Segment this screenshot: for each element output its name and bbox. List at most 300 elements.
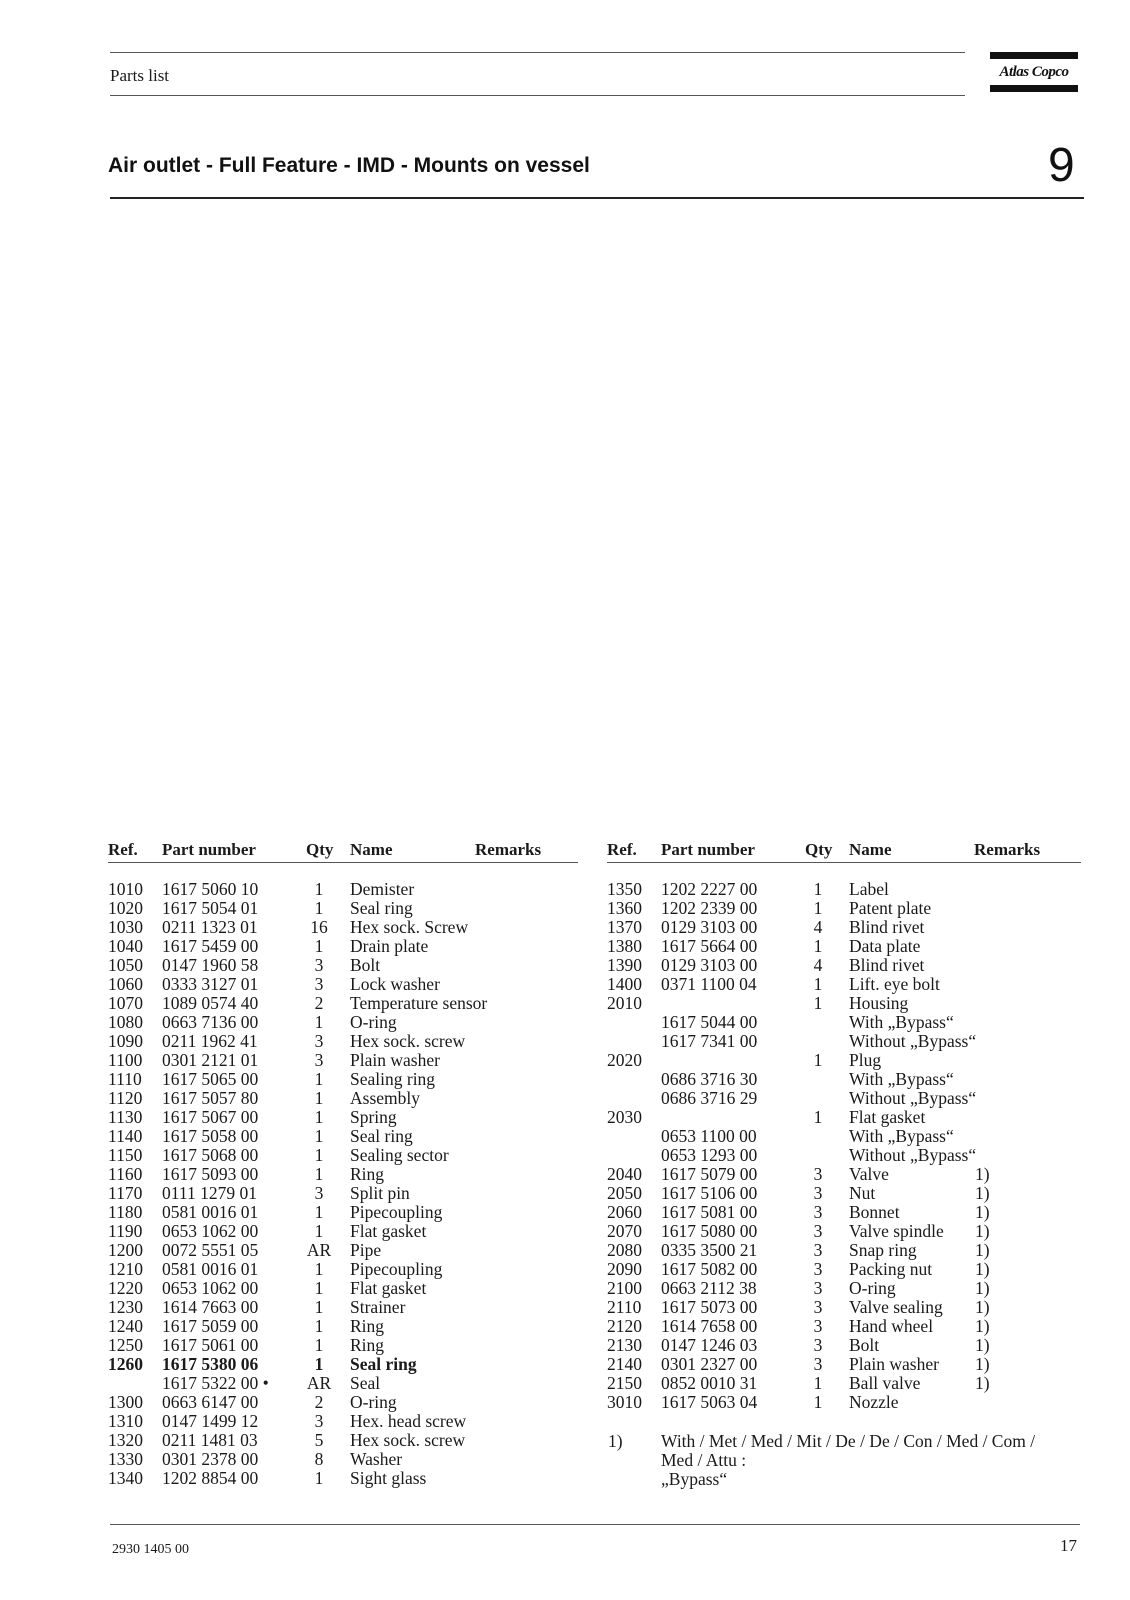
ref-cell: 2100: [607, 1278, 642, 1298]
ref-cell: 1390: [607, 955, 642, 975]
part-number-cell: 1617 5060 10: [162, 879, 259, 899]
table-row: [108, 1184, 588, 1203]
table-row: [607, 918, 1087, 937]
ref-cell: 2140: [607, 1354, 642, 1374]
name-cell: Blind rivet: [849, 917, 925, 937]
part-number-cell: 0301 2327 00: [661, 1354, 758, 1374]
page-title: Air outlet - Full Feature - IMD - Mounts on vessel: [108, 154, 590, 177]
ref-cell: 1360: [607, 898, 642, 918]
ref-cell: 1080: [108, 1012, 143, 1032]
name-cell: Packing nut: [849, 1259, 933, 1279]
qty-cell: 1: [813, 879, 823, 899]
table-row: [607, 1374, 1087, 1393]
part-number-cell: 0653 1062 00: [162, 1221, 259, 1241]
part-number-cell: 0663 6147 00: [162, 1392, 259, 1412]
part-number-cell: 0686 3716 29: [661, 1088, 758, 1108]
ref-cell: 1170: [108, 1183, 143, 1203]
qty-cell: 1: [813, 1050, 823, 1070]
ref-cell: 1260: [108, 1354, 143, 1374]
name-cell: Assembly: [350, 1088, 420, 1108]
logo-wordmark: Atlas Copco: [999, 64, 1069, 80]
left-header-remarks: Remarks: [475, 840, 542, 859]
ref-cell: 2030: [607, 1107, 642, 1127]
table-row: [108, 1222, 588, 1241]
ref-cell: 2050: [607, 1183, 642, 1203]
right-header-remarks: Remarks: [974, 840, 1041, 859]
name-cell: Valve spindle: [849, 1221, 944, 1241]
left-header-qty: Qty: [306, 840, 334, 859]
remark-cell: 1): [975, 1183, 990, 1203]
table-row: [607, 1070, 1087, 1089]
name-cell: Lift. eye bolt: [849, 974, 940, 994]
part-number-cell: 0111 1279 01: [162, 1183, 257, 1203]
ref-cell: 2040: [607, 1164, 642, 1184]
qty-cell: 3: [314, 974, 324, 994]
part-number-cell: 1617 5068 00: [162, 1145, 259, 1165]
table-row: [108, 1032, 588, 1051]
ref-cell: 1400: [607, 974, 642, 994]
part-number-cell: 0663 7136 00: [162, 1012, 259, 1032]
qty-cell: 1: [314, 898, 324, 918]
table-row: [607, 1279, 1087, 1298]
table-row: [607, 1032, 1087, 1051]
table-row: [607, 1393, 1087, 1412]
table-row: [108, 1108, 588, 1127]
part-number-cell: 0581 0016 01: [162, 1259, 259, 1279]
table-row: [108, 1165, 588, 1184]
ref-cell: 1140: [108, 1126, 143, 1146]
table-row: [607, 1222, 1087, 1241]
qty-cell: 3: [314, 1050, 324, 1070]
qty-cell: 1: [314, 1202, 324, 1222]
left-header-ref: Ref.: [108, 840, 138, 859]
part-number-cell: 1614 7658 00: [661, 1316, 758, 1336]
right-header-name: Name: [849, 840, 892, 859]
footnote-line-3: „Bypass“: [661, 1469, 728, 1489]
remark-cell: 1): [975, 1316, 990, 1336]
part-number-cell: 1617 5322 00 •: [162, 1373, 269, 1393]
ref-cell: 1230: [108, 1297, 143, 1317]
part-number-cell: 1617 5057 80: [162, 1088, 259, 1108]
part-number-cell: 0211 1481 03: [162, 1430, 258, 1450]
part-number-cell: 0653 1293 00: [661, 1145, 758, 1165]
qty-cell: 1: [314, 1335, 324, 1355]
name-cell: Without „Bypass“: [849, 1031, 977, 1051]
name-cell: Valve: [849, 1164, 889, 1184]
left-header-rule: [108, 862, 578, 863]
qty-cell: 1: [314, 1468, 324, 1488]
ref-cell: 1020: [108, 898, 143, 918]
part-number-cell: 1617 5380 06: [162, 1354, 259, 1374]
part-number-cell: 1617 5081 00: [661, 1202, 758, 1222]
remark-cell: 1): [975, 1335, 990, 1355]
qty-cell: 3: [813, 1354, 823, 1374]
title-rule: [110, 197, 1084, 199]
table-row: [108, 975, 588, 994]
name-cell: O-ring: [350, 1392, 397, 1412]
table-row: [108, 994, 588, 1013]
name-cell: Flat gasket: [849, 1107, 926, 1127]
qty-cell: 1: [314, 1164, 324, 1184]
ref-cell: 2150: [607, 1373, 642, 1393]
table-row: [607, 1203, 1087, 1222]
right-header-ref: Ref.: [607, 840, 637, 859]
part-number-cell: 1617 5067 00: [162, 1107, 259, 1127]
ref-cell: 1310: [108, 1411, 143, 1431]
atlas-copco-logo: [990, 52, 1078, 94]
table-row: [108, 1146, 588, 1165]
name-cell: Drain plate: [350, 936, 429, 956]
qty-cell: 1: [314, 1107, 324, 1127]
remark-cell: 1): [975, 1202, 990, 1222]
name-cell: Pipe: [350, 1240, 382, 1260]
part-number-cell: 0301 2121 01: [162, 1050, 259, 1070]
ref-cell: 1030: [108, 917, 143, 937]
table-row: [607, 1317, 1087, 1336]
part-number-cell: 0072 5551 05: [162, 1240, 259, 1260]
table-row: [607, 1184, 1087, 1203]
header-bottom-rule: [110, 95, 965, 96]
ref-cell: 1190: [108, 1221, 143, 1241]
table-row: [108, 937, 588, 956]
section-number: 9: [1048, 139, 1075, 192]
ref-cell: 1200: [108, 1240, 143, 1260]
qty-cell: 2: [314, 1392, 324, 1412]
table-row: [108, 1070, 588, 1089]
ref-cell: 2060: [607, 1202, 642, 1222]
name-cell: Flat gasket: [350, 1221, 427, 1241]
right-header-part-number: Part number: [661, 840, 755, 859]
part-number-cell: 1617 5079 00: [661, 1164, 758, 1184]
qty-cell: 3: [813, 1297, 823, 1317]
qty-cell: 3: [813, 1259, 823, 1279]
part-number-cell: 0211 1323 01: [162, 917, 258, 937]
name-cell: Nozzle: [849, 1392, 899, 1412]
qty-cell: 1: [813, 993, 823, 1013]
table-row: [607, 880, 1087, 899]
name-cell: O-ring: [849, 1278, 896, 1298]
part-number-cell: 0335 3500 21: [661, 1240, 758, 1260]
table-row: [108, 1298, 588, 1317]
table-row: [607, 1089, 1087, 1108]
part-number-cell: 1617 5044 00: [661, 1012, 758, 1032]
part-number-cell: 0663 2112 38: [661, 1278, 757, 1298]
qty-cell: 3: [813, 1202, 823, 1222]
part-number-cell: 1614 7663 00: [162, 1297, 259, 1317]
name-cell: Plain washer: [849, 1354, 939, 1374]
table-row: [607, 956, 1087, 975]
qty-cell: 1: [314, 1297, 324, 1317]
name-cell: Lock washer: [350, 974, 440, 994]
name-cell: Without „Bypass“: [849, 1088, 977, 1108]
name-cell: Spring: [350, 1107, 397, 1127]
ref-cell: 1150: [108, 1145, 143, 1165]
qty-cell: 3: [314, 1031, 324, 1051]
ref-cell: 2070: [607, 1221, 642, 1241]
name-cell: Hand wheel: [849, 1316, 934, 1336]
qty-cell: 1: [813, 1392, 823, 1412]
name-cell: Temperature sensor: [350, 993, 488, 1013]
table-row: [108, 1450, 588, 1469]
qty-cell: 1: [314, 1069, 324, 1089]
part-number-cell: 1202 2339 00: [661, 898, 758, 918]
table-row: [108, 1279, 588, 1298]
qty-cell: AR: [306, 1373, 332, 1393]
ref-cell: 1090: [108, 1031, 143, 1051]
table-row: [607, 937, 1087, 956]
qty-cell: 1: [314, 1088, 324, 1108]
remark-cell: 1): [975, 1297, 990, 1317]
table-row: [108, 956, 588, 975]
footnote-line-2: Med / Attu :: [661, 1450, 747, 1470]
name-cell: Ring: [350, 1316, 385, 1336]
qty-cell: 1: [314, 1278, 324, 1298]
name-cell: Seal ring: [350, 898, 413, 918]
table-row: [607, 994, 1087, 1013]
name-cell: Housing: [849, 993, 909, 1013]
table-row: [108, 880, 588, 899]
name-cell: With „Bypass“: [849, 1069, 954, 1089]
left-header-name: Name: [350, 840, 393, 859]
remark-cell: 1): [975, 1221, 990, 1241]
name-cell: Washer: [350, 1449, 403, 1469]
table-row: [108, 918, 588, 937]
ref-cell: 1330: [108, 1449, 143, 1469]
qty-cell: 3: [314, 1183, 324, 1203]
part-number-cell: 1617 5106 00: [661, 1183, 758, 1203]
name-cell: Sealing sector: [350, 1145, 449, 1165]
qty-cell: 4: [813, 955, 823, 975]
name-cell: Hex sock. screw: [350, 1031, 466, 1051]
qty-cell: 5: [314, 1430, 324, 1450]
qty-cell: 3: [813, 1221, 823, 1241]
name-cell: Plain washer: [350, 1050, 440, 1070]
part-number-cell: 1617 7341 00: [661, 1031, 758, 1051]
ref-cell: 1220: [108, 1278, 143, 1298]
qty-cell: 1: [314, 1221, 324, 1241]
ref-cell: 1180: [108, 1202, 143, 1222]
part-number-cell: 0129 3103 00: [661, 917, 758, 937]
ref-cell: 2080: [607, 1240, 642, 1260]
part-number-cell: 0581 0016 01: [162, 1202, 259, 1222]
table-row: [108, 1127, 588, 1146]
table-row: [108, 1431, 588, 1450]
name-cell: Ring: [350, 1335, 385, 1355]
table-row: [607, 1013, 1087, 1032]
qty-cell: 1: [813, 1107, 823, 1127]
qty-cell: 1: [314, 879, 324, 899]
ref-cell: 1160: [108, 1164, 143, 1184]
header-top-rule: [110, 52, 965, 53]
ref-cell: 1240: [108, 1316, 143, 1336]
qty-cell: 16: [310, 917, 328, 937]
qty-cell: 1: [813, 898, 823, 918]
table-row: [607, 975, 1087, 994]
right-header-rule: [607, 862, 1081, 863]
part-number-cell: 0129 3103 00: [661, 955, 758, 975]
qty-cell: 1: [314, 1012, 324, 1032]
ref-cell: 1340: [108, 1468, 143, 1488]
part-number-cell: 0147 1499 12: [162, 1411, 259, 1431]
part-number-cell: 0301 2378 00: [162, 1449, 259, 1469]
qty-cell: 1: [813, 974, 823, 994]
qty-cell: 3: [314, 1411, 324, 1431]
qty-cell: 4: [813, 917, 823, 937]
table-row: [607, 1108, 1087, 1127]
ref-cell: 1350: [607, 879, 642, 899]
part-number-cell: 1617 5664 00: [661, 936, 758, 956]
name-cell: Seal ring: [350, 1126, 413, 1146]
part-number-cell: 0653 1100 00: [661, 1126, 757, 1146]
document-number: 2930 1405 00: [112, 1542, 189, 1557]
part-number-cell: 1617 5061 00: [162, 1335, 259, 1355]
table-row: [108, 1051, 588, 1070]
table-row: [607, 899, 1087, 918]
ref-cell: 1250: [108, 1335, 143, 1355]
table-row: [607, 1355, 1087, 1374]
name-cell: O-ring: [350, 1012, 397, 1032]
qty-cell: 1: [813, 1373, 823, 1393]
table-row: [108, 899, 588, 918]
ref-cell: 1120: [108, 1088, 143, 1108]
part-number-cell: 1202 2227 00: [661, 879, 758, 899]
name-cell: Ring: [350, 1164, 385, 1184]
part-number-cell: 1617 5054 01: [162, 898, 259, 918]
qty-cell: 1: [314, 1259, 324, 1279]
name-cell: Snap ring: [849, 1240, 917, 1260]
table-row: [607, 1241, 1087, 1260]
qty-cell: 1: [314, 1354, 324, 1374]
name-cell: Patent plate: [849, 898, 932, 918]
table-row: [108, 1089, 588, 1108]
name-cell: Without „Bypass“: [849, 1145, 977, 1165]
ref-cell: 1060: [108, 974, 143, 994]
remark-cell: 1): [975, 1240, 990, 1260]
name-cell: Seal ring: [350, 1354, 417, 1374]
name-cell: Bolt: [849, 1335, 880, 1355]
part-number-cell: 1089 0574 40: [162, 993, 259, 1013]
qty-cell: 8: [314, 1449, 324, 1469]
table-row: [108, 1412, 588, 1431]
qty-cell: 1: [314, 1316, 324, 1336]
name-cell: Hex. head screw: [350, 1411, 467, 1431]
name-cell: With „Bypass“: [849, 1126, 954, 1146]
ref-cell: 1370: [607, 917, 642, 937]
table-row: [108, 1336, 588, 1355]
table-row: [108, 1355, 588, 1374]
name-cell: Valve sealing: [849, 1297, 943, 1317]
part-number-cell: 1617 5059 00: [162, 1316, 259, 1336]
name-cell: Flat gasket: [350, 1278, 427, 1298]
part-number-cell: 0852 0010 31: [661, 1373, 758, 1393]
remark-cell: 1): [975, 1354, 990, 1374]
name-cell: With „Bypass“: [849, 1012, 954, 1032]
qty-cell: 3: [813, 1335, 823, 1355]
ref-cell: 1050: [108, 955, 143, 975]
table-row: [108, 1203, 588, 1222]
ref-cell: 1210: [108, 1259, 143, 1279]
qty-cell: 3: [813, 1183, 823, 1203]
ref-cell: 2010: [607, 993, 642, 1013]
ref-cell: 2020: [607, 1050, 642, 1070]
part-number-cell: 1617 5459 00: [162, 936, 259, 956]
table-row: [108, 1393, 588, 1412]
table-row: [607, 1260, 1087, 1279]
name-cell: Split pin: [350, 1183, 410, 1203]
table-row: [108, 1241, 588, 1260]
ref-cell: 1040: [108, 936, 143, 956]
header-label: Parts list: [110, 66, 170, 85]
name-cell: Plug: [849, 1050, 882, 1070]
remark-cell: 1): [975, 1278, 990, 1298]
qty-cell: 3: [813, 1164, 823, 1184]
name-cell: Seal: [350, 1373, 381, 1393]
footnote-marker: 1): [608, 1431, 623, 1451]
part-number-cell: 1617 5063 04: [661, 1392, 758, 1412]
part-number-cell: 0686 3716 30: [661, 1069, 758, 1089]
qty-cell: 3: [314, 955, 324, 975]
page-number: 17: [1060, 1536, 1077, 1555]
ref-cell: 1380: [607, 936, 642, 956]
part-number-cell: 0147 1960 58: [162, 955, 259, 975]
table-row: [607, 1336, 1087, 1355]
table-row: [108, 1260, 588, 1279]
name-cell: Data plate: [849, 936, 921, 956]
ref-cell: 1110: [108, 1069, 142, 1089]
table-row: [607, 1298, 1087, 1317]
part-number-cell: 1617 5065 00: [162, 1069, 259, 1089]
name-cell: Hex sock. screw: [350, 1430, 466, 1450]
qty-cell: 1: [314, 936, 324, 956]
qty-cell: AR: [306, 1240, 332, 1260]
remark-cell: 1): [975, 1373, 990, 1393]
qty-cell: 3: [813, 1278, 823, 1298]
name-cell: Sealing ring: [350, 1069, 436, 1089]
ref-cell: 2120: [607, 1316, 642, 1336]
name-cell: Bonnet: [849, 1202, 900, 1222]
name-cell: Sight glass: [350, 1468, 427, 1488]
part-number-cell: 0147 1246 03: [661, 1335, 758, 1355]
part-number-cell: 1617 5082 00: [661, 1259, 758, 1279]
qty-cell: 3: [813, 1316, 823, 1336]
table-row: [607, 1146, 1087, 1165]
part-number-cell: 1617 5058 00: [162, 1126, 259, 1146]
part-number-cell: 0371 1100 04: [661, 974, 757, 994]
name-cell: Blind rivet: [849, 955, 925, 975]
part-number-cell: 0333 3127 01: [162, 974, 259, 994]
name-cell: Label: [849, 879, 889, 899]
ref-cell: 2110: [607, 1297, 642, 1317]
ref-cell: 2090: [607, 1259, 642, 1279]
name-cell: Nut: [849, 1183, 876, 1203]
qty-cell: 1: [813, 936, 823, 956]
ref-cell: 1130: [108, 1107, 143, 1127]
table-row: [607, 1127, 1087, 1146]
left-header-part-number: Part number: [162, 840, 256, 859]
name-cell: Strainer: [350, 1297, 406, 1317]
name-cell: Pipecoupling: [350, 1202, 443, 1222]
ref-cell: 3010: [607, 1392, 642, 1412]
name-cell: Pipecoupling: [350, 1259, 443, 1279]
qty-cell: 3: [813, 1240, 823, 1260]
name-cell: Demister: [350, 879, 415, 899]
table-row: [607, 1165, 1087, 1184]
part-number-cell: 0653 1062 00: [162, 1278, 259, 1298]
table-row: [607, 1051, 1087, 1070]
qty-cell: 1: [314, 1145, 324, 1165]
footer-rule: [110, 1524, 1080, 1525]
qty-cell: 2: [314, 993, 324, 1013]
